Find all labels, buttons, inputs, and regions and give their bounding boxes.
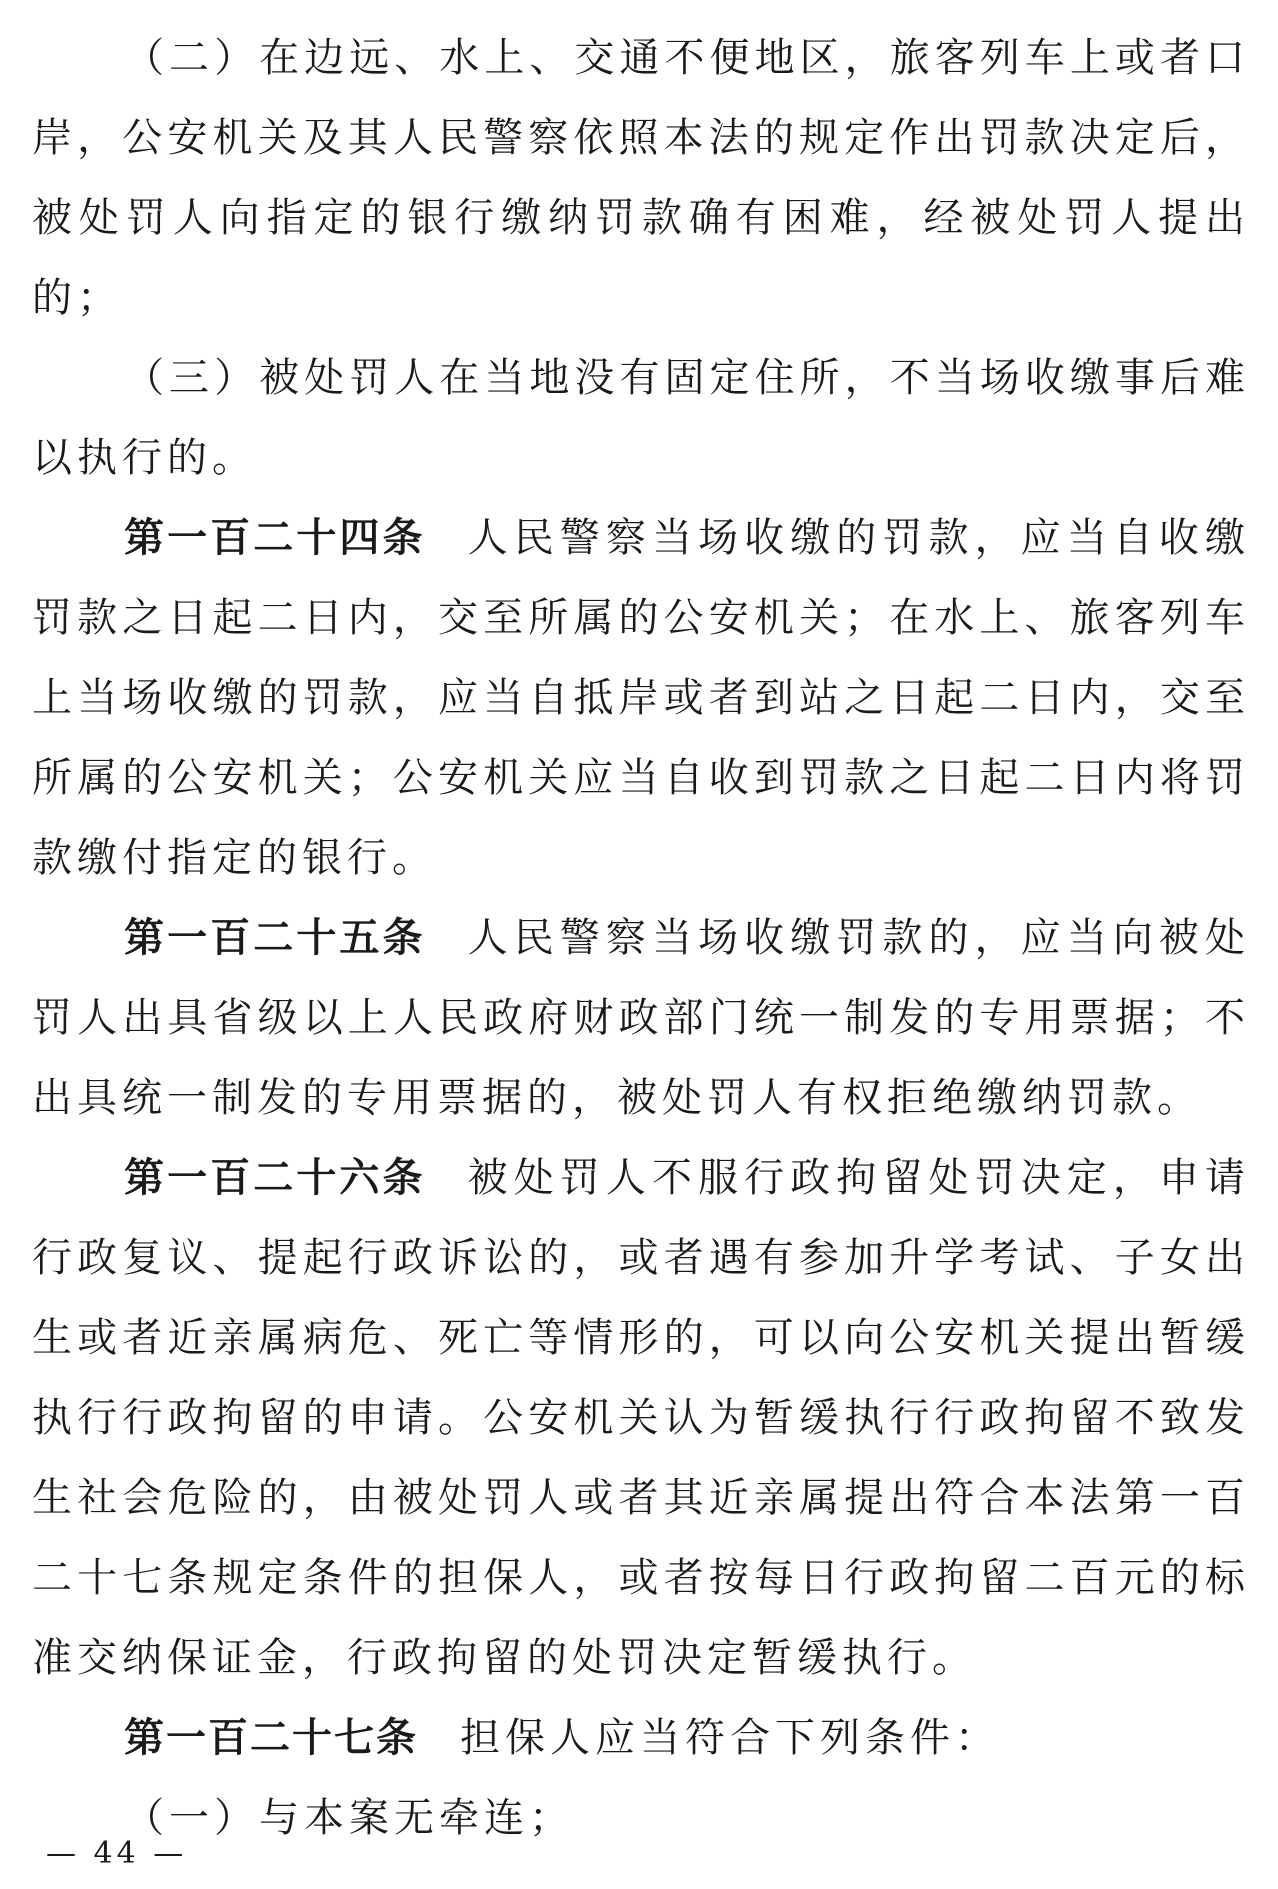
paragraph-text: （三）被处罚人在当地没有固定住所，不当场收缴事后难以执行的。 [32,355,1250,481]
paragraph-text: （一）与本案无牵连； [124,1795,574,1841]
article-124 [32,498,1250,898]
article-125 [32,898,1250,1138]
paragraph-text: （二）在边远、水上、交通不便地区，旅客列车上或者口岸，公安机关及其人民警察依照本法的规定作出罚款决定后，被处罚人向指定的银行缴纳罚款确有困难，经被处罚人提出的； [32,35,1250,321]
document-page [32,18,1250,1858]
article-title: 第一百二十六条 [124,1155,426,1201]
paragraph-clause-2 [32,18,1250,338]
article-title: 第一百二十四条 [124,515,426,561]
paragraph-clause-3 [32,338,1250,498]
page-number: — 44 — [46,1836,188,1871]
article-title: 第一百二十五条 [124,915,426,961]
article-text: 被处罚人不服行政拘留处罚决定，申请行政复议、提起行政诉讼的，或者遇有参加升学考试、子女出生或者近亲属病危、死亡等情形的，可以向公安机关提出暂缓执行行政拘留的申请。公安机关认为暂缓执行行政拘留不致发生社会危险的，由被处罚人或者其近亲属提出符合本法第一百二十七条规定条件的担保人，或者按每日行政拘留二百元的标准交纳保证金，行政拘留的处罚决定暂缓执行。 [32,1155,1251,1681]
article-title: 第一百二十七条 [124,1715,418,1761]
article-text: 人民警察当场收缴的罚款，应当自收缴罚款之日起二日内，交至所属的公安机关；在水上、旅客列车上当场收缴的罚款，应当自抵岸或者到站之日起二日内，交至所属的公安机关；公安机关应当自收到罚款之日起二日内将罚款缴付指定的银行。 [32,515,1251,881]
article-126 [32,1138,1250,1698]
article-127 [32,1698,1250,1778]
paragraph-clause-1 [32,1778,1250,1858]
article-text: 人民警察当场收缴罚款的，应当向被处罚人出具省级以上人民政府财政部门统一制发的专用票据；不出具统一制发的专用票据的，被处罚人有权拒绝缴纳罚款。 [32,915,1251,1121]
article-text: 担保人应当符合下列条件： [460,1715,1000,1761]
